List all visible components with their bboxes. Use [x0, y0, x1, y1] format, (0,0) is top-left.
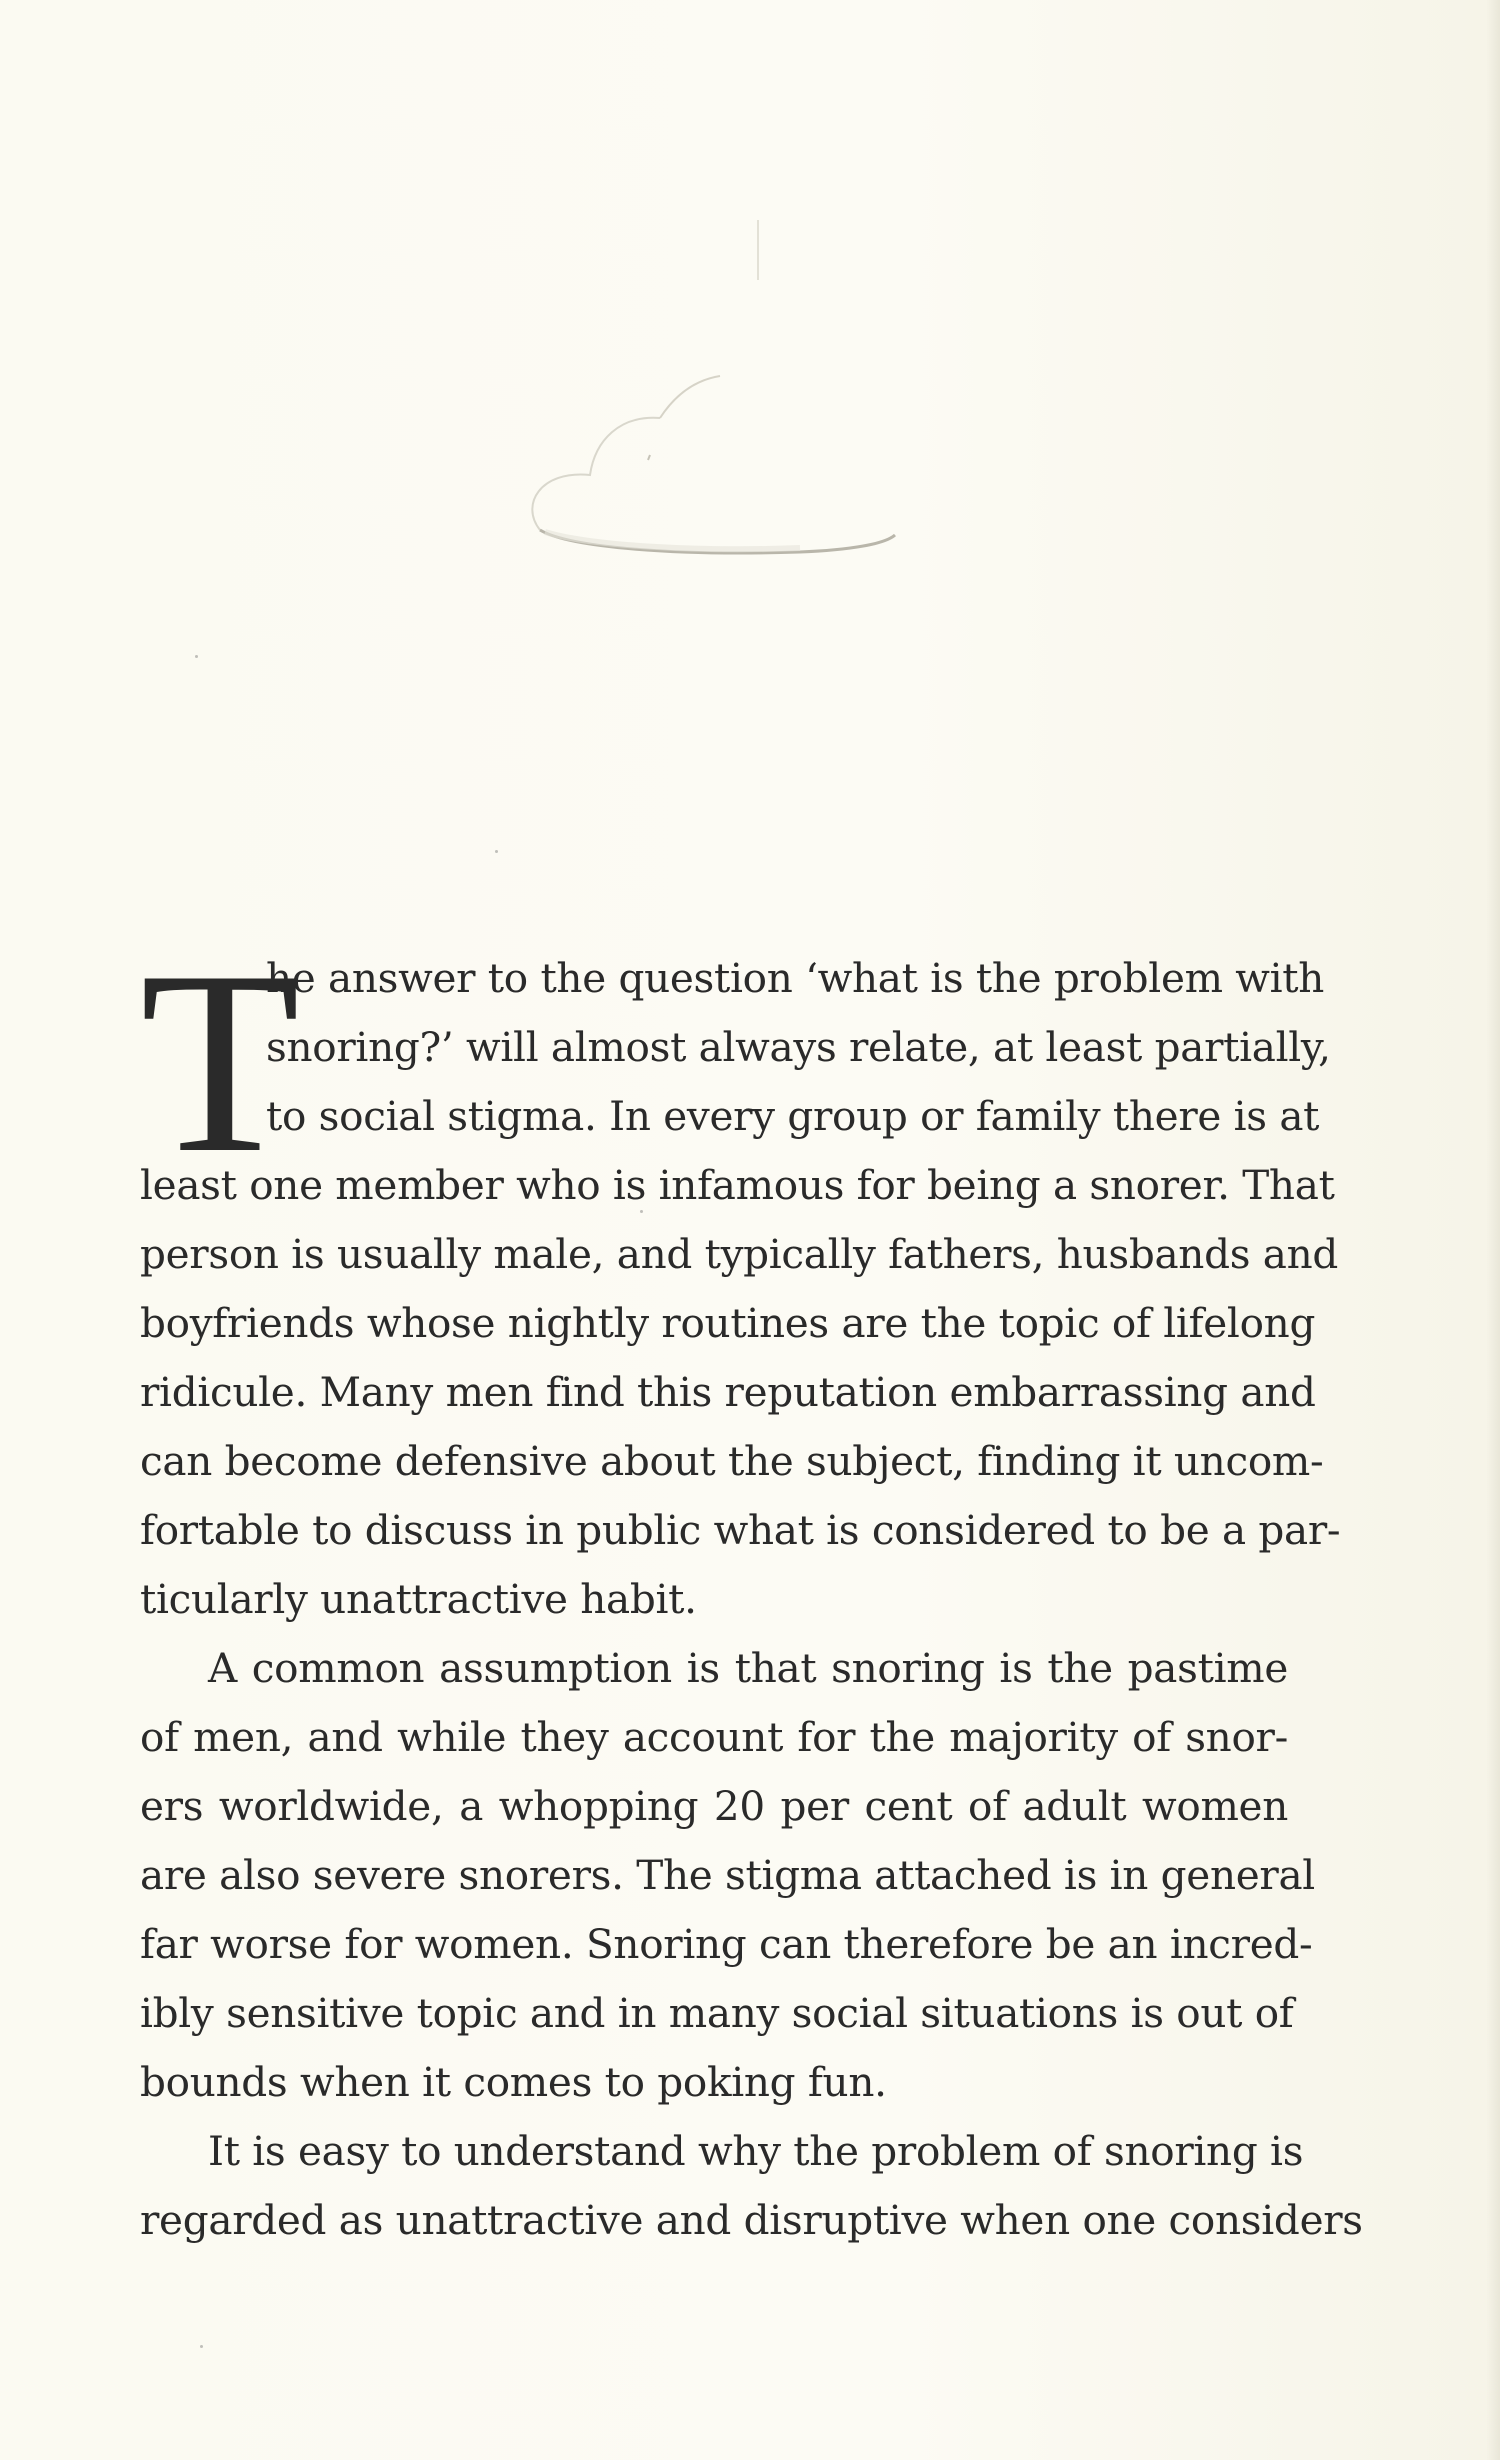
text-line: are also severe snorers. The stigma attached is in general [140, 1851, 1315, 1899]
paper-speck [195, 655, 198, 658]
text-line: regarded as unattractive and disruptive when one considers [140, 2196, 1363, 2244]
text-line: ridicule. Many men find this reputation embarrassing and [140, 1368, 1316, 1416]
text-line: A common assumption is that snoring is the pastime [208, 1644, 1288, 1692]
text-line: person is usually male, and typically fathers, husbands and [140, 1230, 1339, 1278]
text-line: ticularly unattractive habit. [140, 1575, 697, 1623]
text-line: snoring?’ will almost always relate, at least partially, [266, 1023, 1331, 1071]
text-line: to social stigma. In every group or family there is at [266, 1092, 1320, 1140]
page-edge-shadow [1486, 0, 1500, 2460]
text-line: of men, and while they account for the majority of snor- [140, 1713, 1288, 1761]
text-line: far worse for women. Snoring can therefore be an incred- [140, 1920, 1313, 1968]
text-line: boyfriends whose nightly routines are the topic of lifelong [140, 1299, 1316, 1347]
text-line: It is easy to understand why the problem of snoring is [208, 2127, 1304, 2175]
body-text [140, 917, 1363, 2255]
text-line: ers worldwide, a whopping 20 per cent of adult women [140, 1782, 1288, 1830]
paper-speck [495, 850, 498, 853]
svg-text:T: T [140, 917, 300, 1207]
embossed-cloud-illustration [500, 320, 920, 560]
text-line: bounds when it comes to poking fun. [140, 2058, 887, 2106]
text-line: least one member who is infamous for being a snorer. That [140, 1161, 1335, 1209]
text-line: fortable to discuss in public what is considered to be a par- [140, 1506, 1341, 1554]
drop-cap-t [140, 917, 300, 1207]
text-line: he answer to the question ‘what is the problem with [266, 954, 1325, 1002]
text-line: can become defensive about the subject, finding it uncom- [140, 1437, 1324, 1485]
paper-speck [200, 2345, 203, 2348]
text-line: ibly sensitive topic and in many social situations is out of [140, 1989, 1294, 2037]
